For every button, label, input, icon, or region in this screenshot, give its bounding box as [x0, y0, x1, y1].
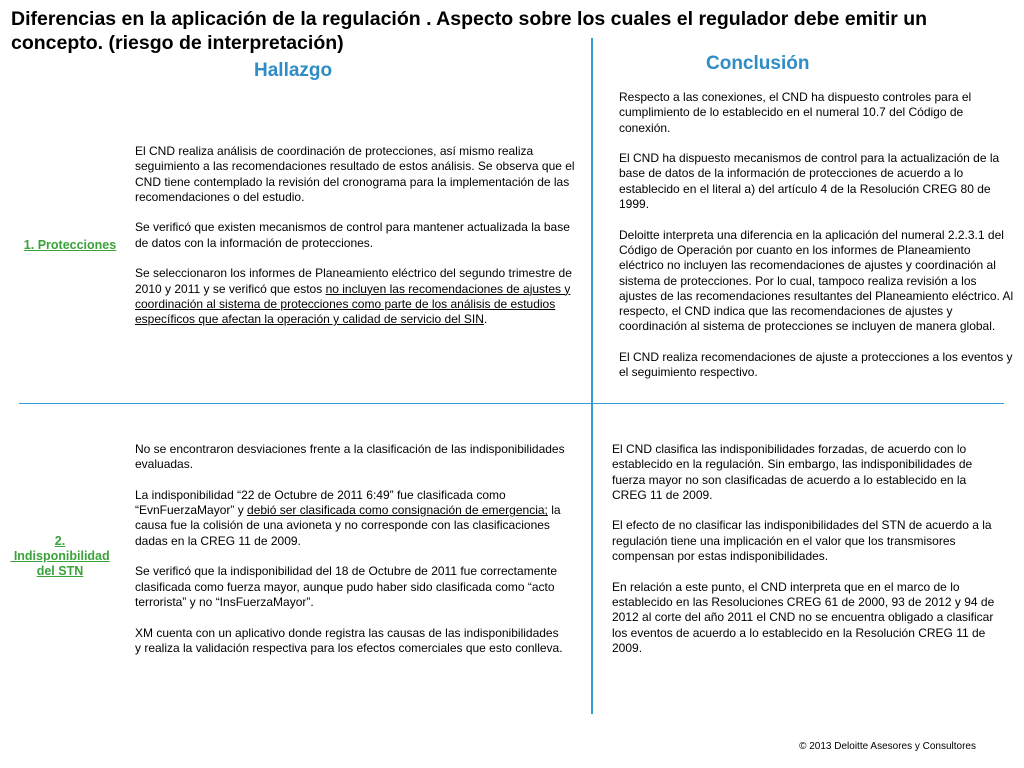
hallazgo-indisponibilidad-p1: No se encontraron desviaciones frente a la clasificación de las indisponibilidades evaluadas.	[135, 442, 565, 472]
conclusion-indisponibilidad-p3: En relación a este punto, el CND interpreta que en el marco de lo establecido en las Resoluciones CREG 61 de 2000, 93 de 2012 y 94 de 2012 al corte del año 2011 el CND no se encuentra obligado a clasificar los eventos de acuerdo a lo establecido en la Resolución CREG 11 de 2009.	[612, 579, 995, 655]
hallazgo-protecciones-p1: El CND realiza análisis de coordinación de protecciones, así mismo realiza seguimiento a las recomendaciones resultado de estos análisis. Se observa que el CND tiene contemplado la revisión del cronograma para la implementación de las recomendaciones o del estudio.	[135, 144, 575, 204]
hallazgo-protecciones	[135, 144, 580, 328]
column-divider	[591, 38, 593, 714]
hallazgo-protecciones-p3-underlined: no incluyen las recomendaciones de ajustes y coordinación al sistema de protecciones como parte de los análisis de estudios específicos que afectan la operación y calidad de servicio del SIN	[135, 281, 571, 327]
conclusion-protecciones-p1: Respecto a las conexiones, el CND ha dispuesto controles para el cumplimiento de lo establecido en el numeral 10.7 del Código de conexión.	[619, 90, 972, 135]
hallazgo-indisponibilidad-p2-end: la causa fue la colisión de una avioneta y no corresponde con las clasificaciones dadas en la CREG 11 de 2009.	[135, 503, 561, 548]
row-label-indisponibilidad-line3: del STN	[36, 564, 84, 578]
conclusion-protecciones-p3: Deloitte interpreta una diferencia en la aplicación del numeral 2.2.3.1 del Código de Operación por cuanto en los informes de Planeamiento eléctrico no incluyen las recomendaciones de ajustes y coordinación al sistema de protecciones. Por lo cual, tampoco realiza revisión a los ajustes de las recomendaciones resultantes del Planeamiento eléctrico. Al respecto, el CND indica que las recomendaciones de ajustes y coordinación al sistema de protecciones se incluyen de manera global.	[619, 227, 1014, 334]
slide-title: Diferencias en la aplicación de la regulación . Aspecto sobre los cuales el regulador debe emitir un concepto. (riesgo de interpretación)	[11, 8, 928, 54]
conclusion-header: Conclusión	[706, 53, 810, 74]
copyright-footer: © 2013 Deloitte Asesores y Consultores	[799, 741, 976, 752]
hallazgo-indisponibilidad-p3: Se verificó que la indisponibilidad del 18 de Octubre de 2011 fue correctamente clasificada como fuerza mayor, aunque pudo haber sido clasificada como “acto terrorista” y no “InsFuerzaMayor”.	[135, 564, 558, 609]
hallazgo-indisponibilidad-p4: XM cuenta con un aplicativo donde registra las causas de las indisponibilidades y realiza la validación respectiva para los efectos comerciales que esto conlleva.	[135, 625, 563, 655]
hallazgo-protecciones-p3	[135, 266, 580, 327]
conclusion-indisponibilidad-p2: El efecto de no clasificar las indisponibilidades del STN de acuerdo a la regulación tiene una implicación en el valor que los transmisores compensan por estas indisponibilidades.	[612, 518, 992, 564]
hallazgo-indisponibilidad-p2-underlined: debió ser clasificada como consignación de emergencia;	[247, 503, 548, 518]
hallazgo-indisponibilidad-p2	[135, 488, 567, 549]
row-divider	[19, 403, 1004, 404]
conclusion-protecciones-p4: El CND realiza recomendaciones de ajuste a protecciones a los eventos y el seguimiento respectivo.	[619, 350, 1013, 380]
hallazgo-protecciones-p3-text: Se seleccionaron los informes de Planeamiento eléctrico del segundo trimestre de 2010 y 2011 y se verificó que estos	[135, 266, 572, 296]
row-label-indisponibilidad	[0, 534, 120, 579]
conclusion-indisponibilidad	[612, 442, 1000, 656]
conclusion-protecciones-p2: El CND ha dispuesto mecanismos de control para la actualización de la base de datos de la información de protecciones de acuerdo a lo establecido en el literal a) del artículo 4 de la Resolución CREG 80 de 1999.	[619, 151, 1000, 212]
conclusion-protecciones	[619, 90, 1017, 381]
conclusion-indisponibilidad-p1: El CND clasifica las indisponibilidades forzadas, de acuerdo con lo establecido en la regulación. Sin embargo, las indisponibilidades de fuerza mayor no son clasificadas de acuerdo a lo establecido en la CREG 11 de 2009.	[612, 442, 973, 502]
hallazgo-header: Hallazgo	[254, 60, 333, 81]
hallazgo-indisponibilidad	[135, 442, 567, 656]
row-label-indisponibilidad-line1: 2.	[54, 534, 66, 548]
hallazgo-indisponibilidad-p2-text: La indisponibilidad “22 de Octubre de 2011 6:49” fue clasificada como “EvnFuerzaMayor” y	[135, 487, 506, 518]
hallazgo-protecciones-p3-end: .	[483, 312, 488, 327]
row-label-indisponibilidad-line2: Indisponibilidad	[10, 549, 110, 563]
row-label-protecciones: 1. Protecciones	[23, 238, 117, 252]
hallazgo-protecciones-p2: Se verificó que existen mecanismos de control para mantener actualizada la base de datos con la información de protecciones.	[135, 220, 570, 250]
